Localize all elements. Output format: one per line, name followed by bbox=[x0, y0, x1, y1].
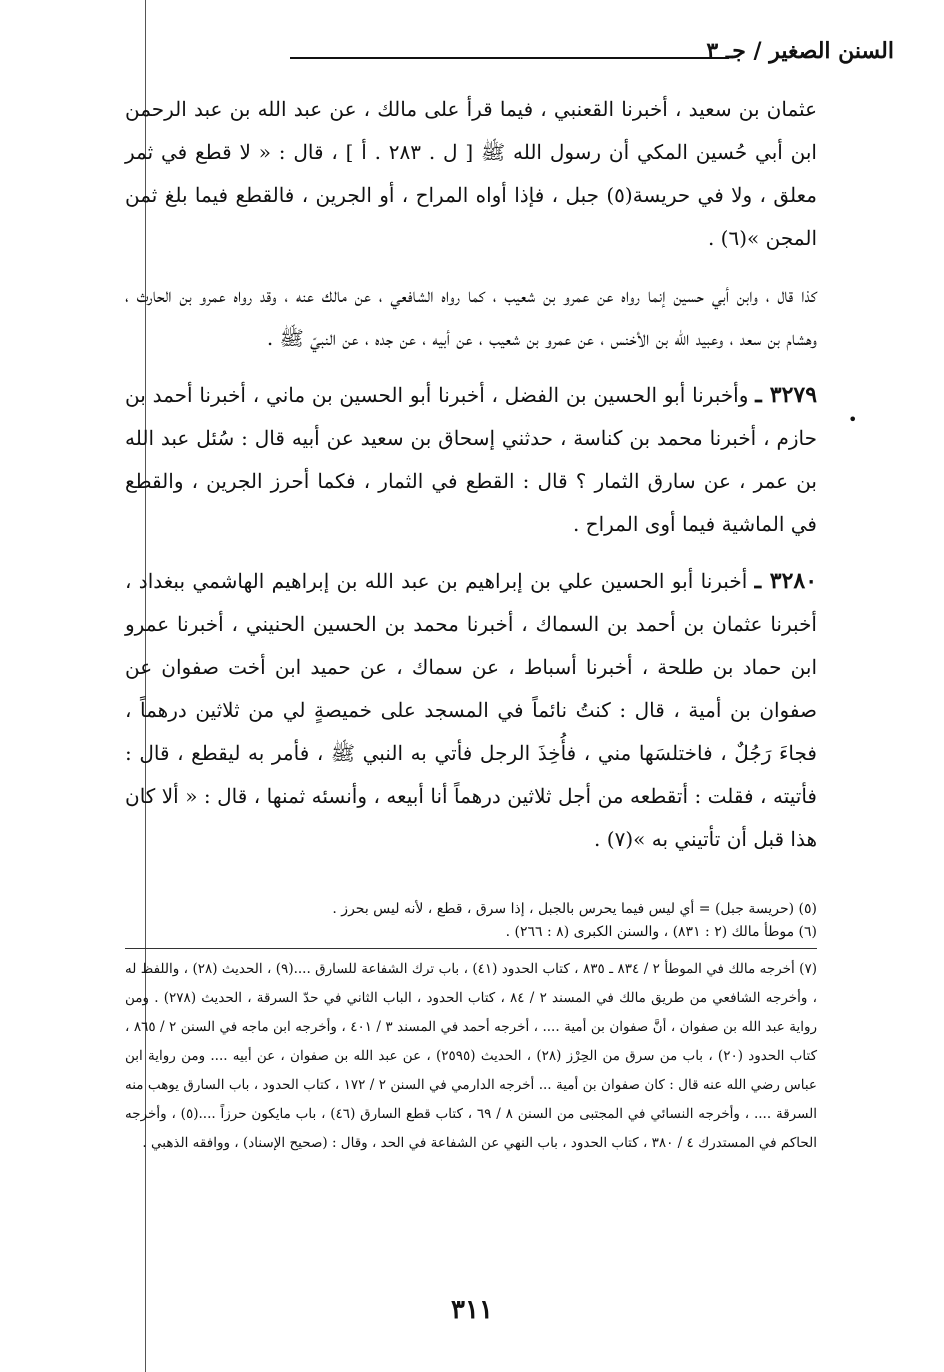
main-text bbox=[125, 88, 817, 875]
header-title: السنن الصغير / جـ ٣ bbox=[706, 38, 894, 64]
footnote-5: (٥) (حريسة جبل) = أي ليس فيما يحرس بالجبل ، إذا سرق ، قطع ، لأنه ليس بحرز . bbox=[332, 901, 817, 917]
header-rule bbox=[290, 57, 729, 59]
paragraph-text: كذا قال ، وابن أبي حسين إنما رواه عن عمرو بن شعيب ، كما رواه الشافعي ، عن مالك عنه ، وقد رواه عمرو بن الحارث ، وهشام بن سعد ، وعبيد الله بن الأخنس ، عن عمرو بن شعيب ، عن أبيه ، عن جده ، عن النبيّ ﷺ . bbox=[125, 283, 817, 350]
hadith-3280 bbox=[125, 560, 817, 861]
paragraph-text: وأخبرنا أبو الحسين بن الفضل ، أخبرنا أبو الحسين بن ماني ، أخبرنا أحمد بن حازم ، أخبرنا محمد بن كناسة ، حدثني إسحاق بن سعيد عن أبيه قال : سُئل عبد الله بن عمر ، عن سارق الثمار ؟ قال : القطع في الثمار ، فكما أحرز الجرين ، والقطع في الماشية فيما أوى المراح . bbox=[125, 383, 817, 536]
footnote-6: (٦) موطأ مالك (٢ : ٨٣١) ، والسنن الكبرى (٨ : ٢٦٦) . bbox=[505, 924, 817, 940]
paragraph bbox=[125, 88, 817, 260]
hadith-number: ٣٢٧٩ ـ bbox=[755, 382, 818, 408]
footnotes bbox=[125, 898, 817, 1158]
footnote-rule bbox=[125, 948, 817, 949]
paragraph bbox=[125, 274, 817, 360]
paragraph-text: عثمان بن سعيد ، أخبرنا القعنبي ، فيما قرأ على مالك ، عن عبد الله بن عبد الرحمن ابن أبي حُسين المكي أن رسول الله ﷺ [ ل . ٢٨٣ . أ ] ، قال : « لا قطع في ثمر معلق ، ولا في حريسة(٥) جبل ، فإذا أواه المراح ، أو الجرين ، فالقطع فيما بلغ ثمن المجن »(٦) . bbox=[125, 97, 817, 250]
margin-dot: • bbox=[848, 410, 858, 429]
footnote-7: (٧) أخرجه مالك في الموطأ ٢ / ٨٣٤ ـ ٨٣٥ ، كتاب الحدود (٤١) ، باب ترك الشفاعة للسارق ....(٩) ، الحديث (٢٨) ، واللفظ له ، وأخرجه الشافعي من طريق مالك في المسند ٢ / ٨٤ ، كتاب الحدود ، الباب الثاني في حدّ السرقة ، الحديث (٢٧٨) . ومن رواية عبد الله بن صفوان ، أنَّ صفوان بن أمية .... ، أخرجه أحمد في المسند ٣ / ٤٠١ ، وأخرجه ابن ماجه في السنن ٢ / ٨٦٥ ، كتاب الحدود (٢٠) ، باب من سرق من الحِرْز (٢٨) ، الحديث (٢٥٩٥) ، عن عبد الله بن صفوان ، عن أبيه .... ومن رواية ابن عباس رضي الله عنه قال : كان صفوان بن أمية ... أخرجه الدارمي في السنن ٢ / ١٧٢ ، كتاب الحدود ، باب السارق يوهب منه السرقة .... ، وأخرجه النسائي في المجتبى من السنن ٨ / ٦٩ ، كتاب قطع السارق (٤٦) ، باب مايكون حرزاً ....(٥) ، وأخرجه الحاكم في المستدرك ٤ / ٣٨٠ ، كتاب الحدود ، باب النهي عن الشفاعة في الحد ، وقال : (صحيح الإسناد) ، ووافقه الذهبي . bbox=[125, 961, 818, 1151]
hadith-number: ٣٢٨٠ ـ bbox=[754, 568, 818, 594]
page-number: ٣١١ bbox=[451, 1295, 493, 1325]
paragraph-text: أخبرنا أبو الحسين علي بن إبراهيم بن عبد الله بن إبراهيم الهاشمي ببغداد ، أخبرنا عثمان بن أحمد بن السماك ، أخبرنا محمد بن الحسين الحنيني ، أخبرنا عمرو ابن حماد بن طلحة ، أخبرنا أسباط ، عن سماك ، عن حميد ابن أخت صفوان عن صفوان بن أمية ، قال : كنتُ نائماً في المسجد على خميصةٍ لي من ثلاثين درهماً ، فجاءَ رَجُلٌ ، فاختلسَها مني ، فأُخِذَ الرجل فأتي به النبي ﷺ ، فأمر به ليقطع ، قال : فأتيته ، فقلت : أتقطعه من أجل ثلاثين درهماً أنا أبيعه ، وأنسئه ثمنها ، قال : « ألا كان هذا قبل أن تأتيني به »(٧) . bbox=[125, 569, 817, 851]
running-header bbox=[290, 30, 894, 70]
hadith-3279 bbox=[125, 374, 817, 546]
